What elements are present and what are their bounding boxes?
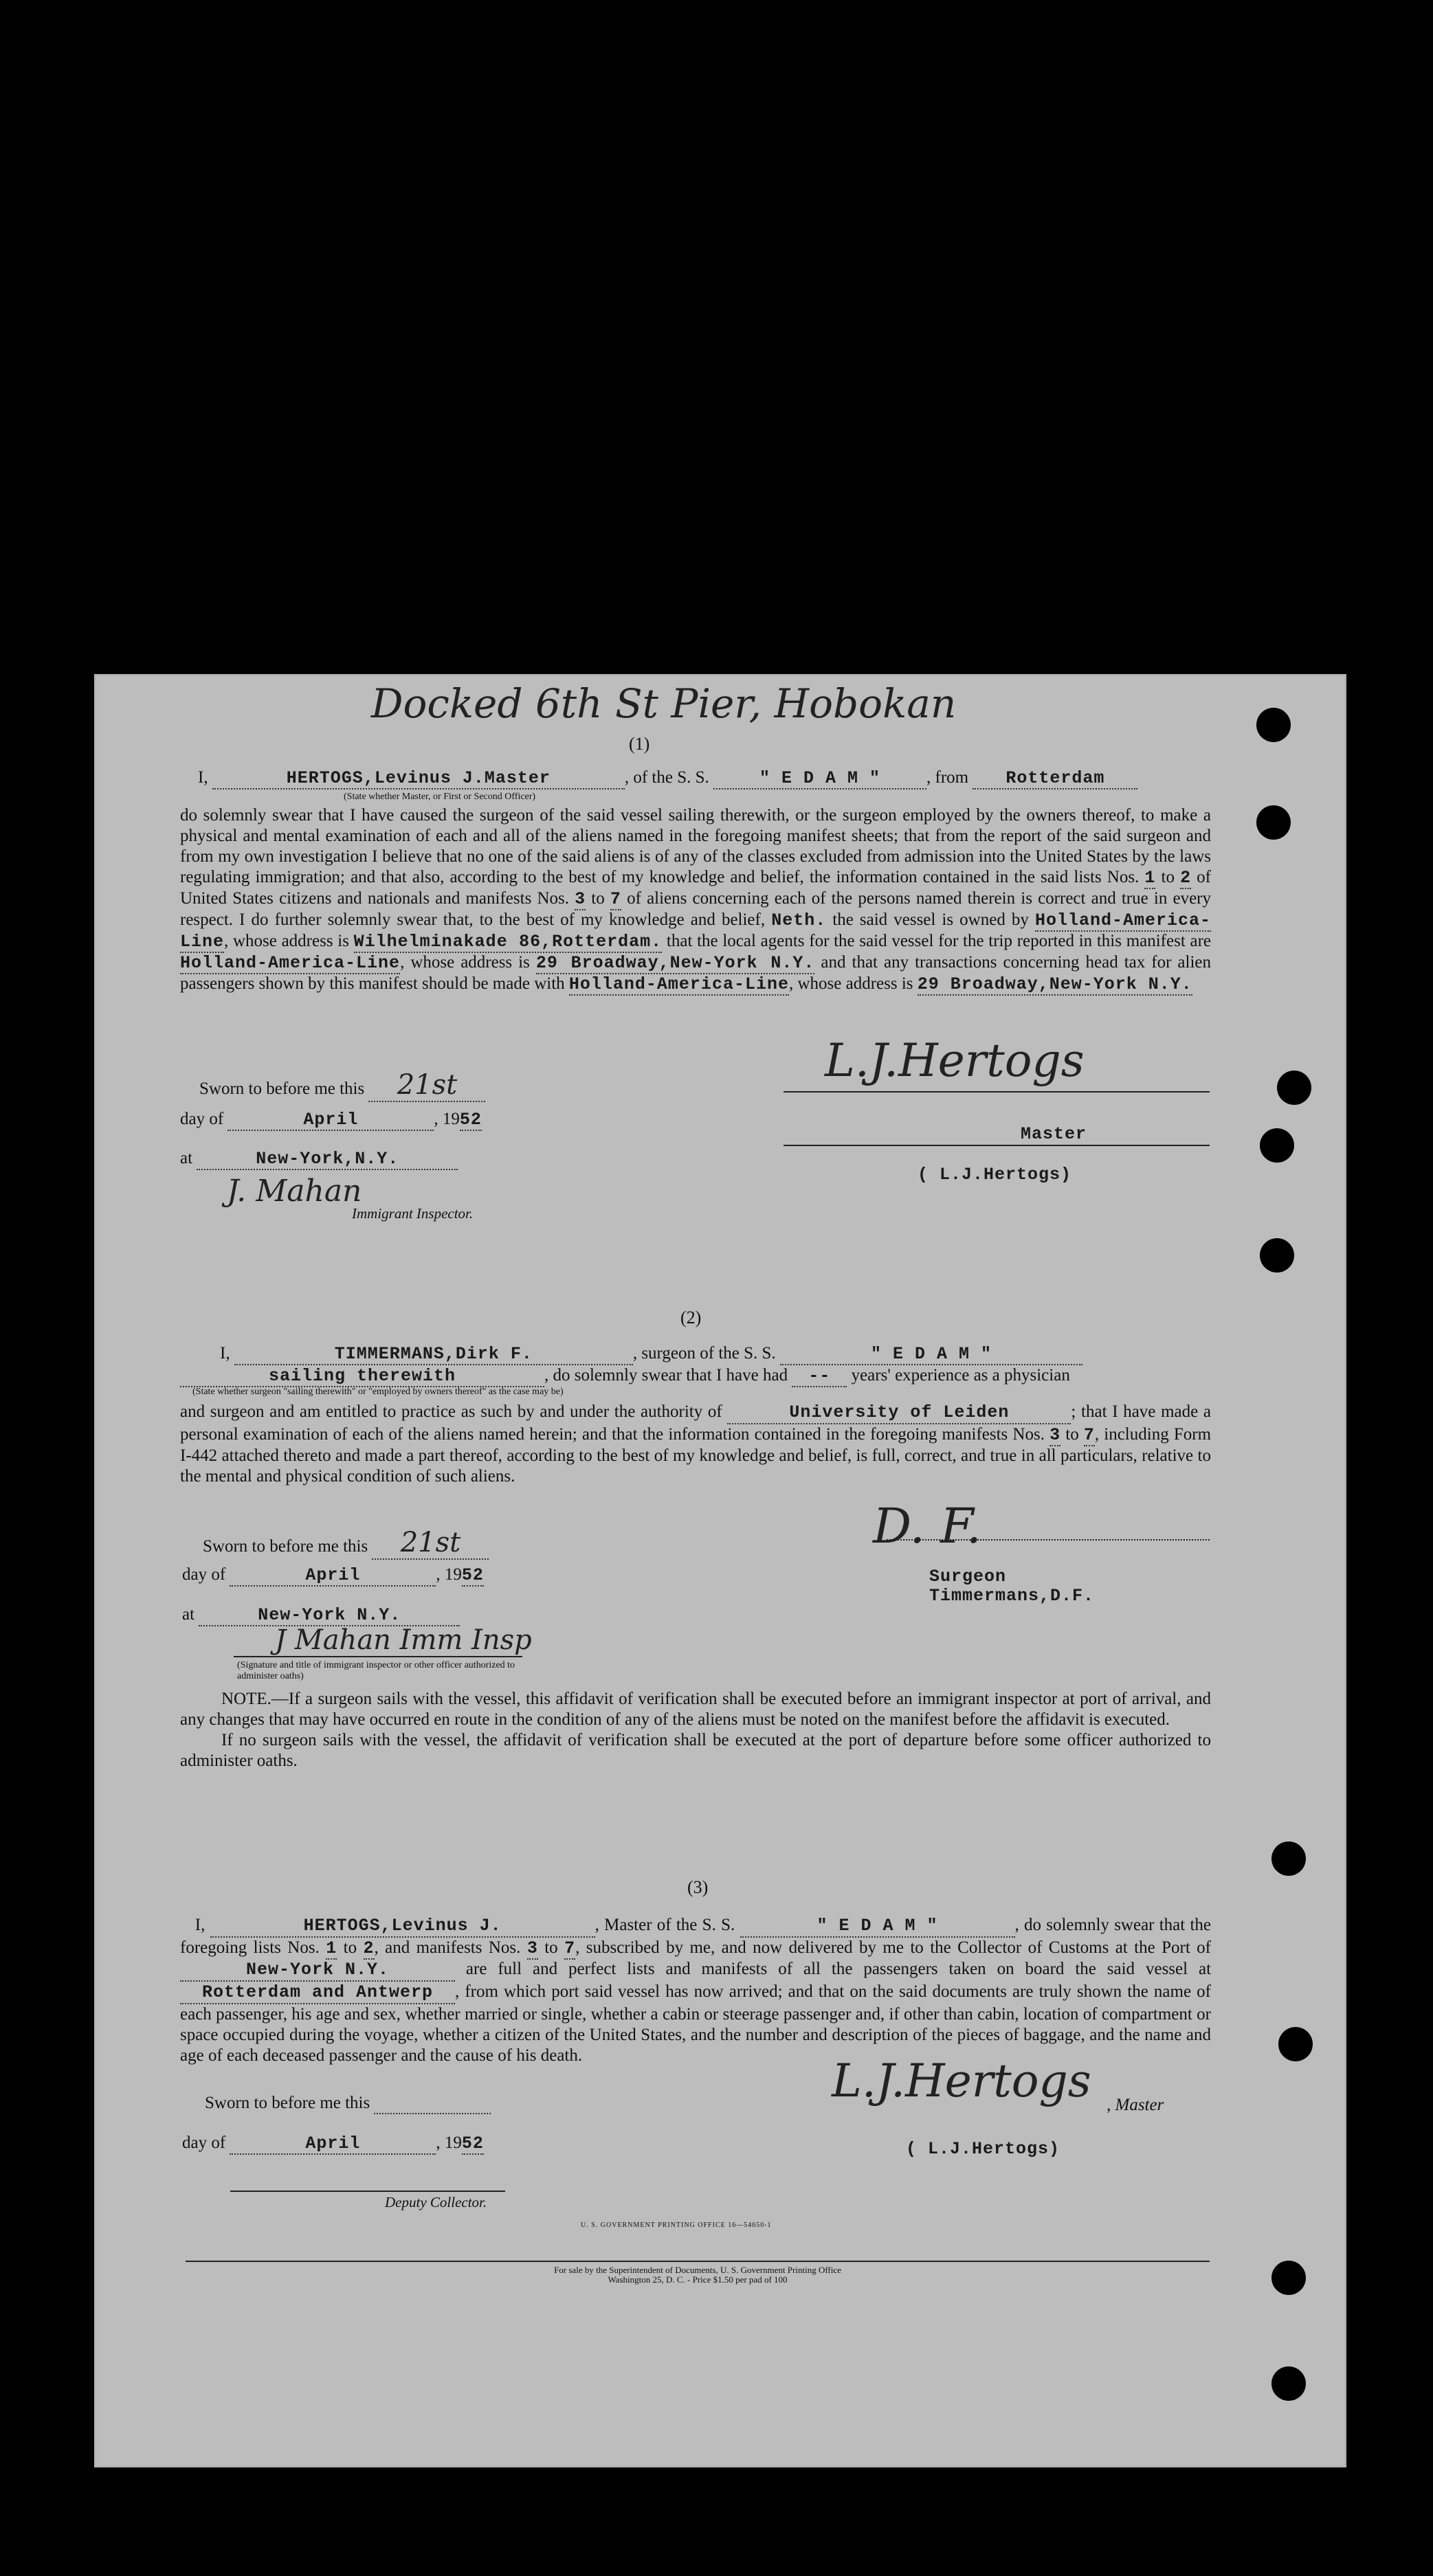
vessel-name: " E D A M " (713, 768, 926, 789)
status-note: (State whether surgeon "sailing therewith" or "employed by owners thereof" as the case may be) (192, 1387, 564, 1397)
signature-line (887, 1539, 1210, 1541)
delivered-text: delivered by me to the Collector of Customs at the Port of (788, 1938, 1211, 1957)
inspector-signature: J. Mahan (227, 1174, 362, 1209)
month: April (230, 2133, 436, 2155)
port-of-delivery: New-York N.Y. (180, 1960, 455, 1982)
section-3-number: (3) (687, 1877, 709, 1897)
vessel-name: " E D A M " (780, 1344, 1082, 1365)
lists-text: swear that the foregoing lists Nos. (180, 1916, 1212, 1957)
manifests-to: 7 (610, 889, 621, 909)
section-2-declarant-line (220, 1344, 1210, 1365)
section-2-number: (2) (680, 1308, 702, 1328)
section-1-declarant-line (198, 768, 1215, 789)
section-1-body: do solemnly swear that I have caused the surgeon of the said vessel sailing therewith, or the surgeon employed by the owners thereof, to make a physical and mental examination of each and all of the aliens named in the foregoing manifest sheets; that from the report of the said surgeon and from my own investigation I believe that no one of the said aliens is of any of the classes excluded from admission into the United States by the laws regulating immigration; and that also, according to the best of my knowledge and belief, the information contained in the said lists Nos. 1 to 2 of United States citizens and nationals and manifests Nos. 3 to 7 of aliens concerning each of the persons named therein is correct and true in every respect. I do further solemnly swear that, to the best of my knowledge and belief, Neth. the said vessel is owned by Holland-America-Line, whose address is Wilhelminakade 86,Rotterdam. that the local agents for the said vessel for the trip reported in this manifest are Holland-America-Line, whose address is 29 Broadway,New-York N.Y. and that any transactions concerning head tax for alien passengers shown by this manifest should be made with Holland-America-Line, whose address is 29 Broadway,New-York N.Y. (180, 806, 1212, 994)
surgeon-of-label: , surgeon of the S. S. (632, 1344, 776, 1363)
s1-day (180, 1110, 482, 1131)
year-prefix: , 19 (434, 1110, 460, 1128)
master-title: Master (1021, 1124, 1087, 1144)
s2-text-a: that I have made a personal examination of each of the aliens named herein; and that the information contained in the foregoing manifests Nos. (180, 1402, 1211, 1444)
month: April (230, 1565, 436, 1587)
owner-address: Wilhelminakade 86,Rotterdam. (353, 932, 663, 952)
sworn-label: Sworn to before me this (205, 2094, 370, 2112)
s1-text-c: of aliens concerning each of the persons named therein is correct and true in every respect. I do further solemnly swear that, to the best of my knowledge and belief, (180, 889, 1211, 929)
sworn-day: 21st (368, 1069, 485, 1102)
signature-line (784, 1091, 1210, 1093)
day-of-label: day of (182, 2133, 226, 2152)
year: 52 (461, 1565, 484, 1585)
surgeon-title: Surgeon (929, 1567, 1007, 1587)
manifests-to: 7 (1083, 1425, 1095, 1445)
punch-hole (1260, 1128, 1294, 1163)
lists-from: 1 (1144, 868, 1156, 888)
docking-note: Docked 6th St Pier, Hobokan (371, 680, 957, 727)
swear-text: , do solemnly (1014, 1916, 1109, 1934)
deputy-collector: Deputy Collector. (385, 2194, 487, 2210)
i-label: I, (198, 768, 208, 787)
authority: University of Leiden (727, 1402, 1071, 1424)
at-place: New-York N.Y. (199, 1605, 460, 1626)
s1-sworn (199, 1069, 485, 1102)
punch-hole (1278, 2027, 1313, 2061)
lists-to: 2 (363, 1938, 375, 1958)
deputy-signature-line (230, 2191, 505, 2192)
tax-party: Holland-America-Line (568, 974, 789, 994)
punch-hole (1260, 1238, 1294, 1273)
surgeon-status: sailing therewith (180, 1366, 544, 1387)
of-ss-label: , of the S. S. (624, 768, 709, 787)
signature-line (234, 1656, 522, 1657)
and-manifests: , and manifests Nos. (374, 1938, 521, 1957)
years-experience: -- (792, 1366, 847, 1387)
footer (186, 2265, 1210, 2285)
note-no-surgeon: If no surgeon sails with the vessel, the affidavit of verification shall be executed at the port of departure before some officer authorized to administer oaths. (180, 1731, 1211, 1770)
sworn-day: 21st (372, 1527, 489, 1560)
inspector-note: (Signature and title of immigrant inspector or other officer authorized to administer oaths) (237, 1660, 515, 1681)
gpo-code: U. S. GOVERNMENT PRINTING OFFICE 16—54650-1 (581, 2221, 772, 2229)
manifests-from: 3 (575, 889, 586, 909)
tax-address: 29 Broadway,New-York N.Y. (917, 974, 1192, 994)
lists-to: 2 (1180, 868, 1192, 888)
master-name-typed: HERTOGS,Levinus J.Master (212, 768, 625, 789)
agents-addr-label: whose address is (410, 953, 530, 972)
manifests-from: 3 (1049, 1425, 1061, 1445)
year-prefix: , 19 (436, 2133, 462, 2152)
at-label: at (182, 1605, 195, 1624)
i-label: I, (220, 1344, 230, 1363)
punch-hole (1271, 2366, 1306, 2401)
s1-at (180, 1149, 458, 1170)
s3-sworn (205, 2094, 491, 2114)
agents-label: that the local agents for the said vessel for the trip reported in this manifest are (666, 932, 1212, 950)
surgeon-name-printed: Timmermans,D.F. (929, 1586, 1095, 1606)
master-name-typed: HERTOGS,Levinus J. (210, 1916, 595, 1938)
s1-text-b: of United States citizens and nationals and manifests Nos. (180, 868, 1211, 908)
manifests-from: 3 (526, 1938, 538, 1958)
years-text: years' experience as a physician (851, 1366, 1070, 1385)
taken-on-text: manifests of all the passengers taken on board the said vessel at (701, 1960, 1212, 1978)
section-2-status-line (180, 1366, 1211, 1387)
note-surgeon-sails: NOTE.—If a surgeon sails with the vessel, this affidavit of verification shall be executed before an immigrant inspector at port of arrival, and any changes that may have occurred en route in the condition of any of the aliens must be noted on the manifest before the affidavit is executed. (180, 1690, 1211, 1729)
vessel-name: " E D A M " (740, 1916, 1015, 1938)
s2-text-b: , including Form I-442 attached thereto and made a part thereof, according to the best of my knowledge and belief, is full, correct, and true in all particulars, relative to the mental and physical condition of such aliens. (180, 1425, 1212, 1486)
lists-from: 1 (326, 1938, 337, 1958)
punch-hole (1256, 805, 1291, 840)
tax-addr-label: , whose address is (788, 974, 913, 993)
surgeon-signature: D. F. (873, 1498, 982, 1554)
nationality: Neth. (771, 910, 827, 930)
s2-at (182, 1605, 460, 1626)
agents-address: 29 Broadway,New-York N.Y. (535, 953, 815, 973)
swear-text: , do solemnly swear that I have had (544, 1366, 788, 1385)
manifests-to: 7 (564, 1938, 576, 1958)
master-signature: L.J.Hertogs (825, 1034, 1085, 1087)
day-of-label: day of (182, 1565, 226, 1584)
signature-line (784, 1145, 1210, 1146)
master-label: , Master (1107, 2096, 1164, 2114)
agents: Holland-America-Line (180, 953, 401, 973)
owner: Holland-America-Line (180, 910, 1212, 952)
owned-by-label: the said vessel is owned by (832, 910, 1029, 929)
s2-inspector-signature: J Mahan Imm Insp (275, 1624, 532, 1656)
from-label: , from (926, 768, 969, 787)
s1-text-a: do solemnly swear that I have caused the surgeon of the said vessel sailing therewith, or the surgeon employed by the owners thereof, to make a physical and mental examination of each and all of the aliens named in the foregoing manifest sheets; that from the report of the said surgeon and from my own investigation I believe that no one of the said aliens is of any of the classes excluded from admission into the United States by the laws regulating immigration; and that also, according to the best of my knowledge and belief, the information contained in the said lists Nos. (180, 806, 1211, 886)
footer-line-2: Washington 25, D. C. - Price $1.50 per pad of 100 (608, 2274, 788, 2285)
year: 52 (459, 1110, 482, 1130)
s2-sworn (203, 1527, 489, 1560)
year-prefix: , 19 (436, 1565, 462, 1584)
notes-block (180, 1689, 1211, 1771)
s3-master-signature: L.J.Hertogs (832, 2054, 1091, 2107)
section-1-number: (1) (629, 734, 650, 754)
inspector-title: Immigrant Inspector. (352, 1205, 474, 1222)
subscribed-text: , subscribed by me, and now (575, 1938, 783, 1957)
authority-text: and surgeon and am entitled to practice as such by and under the authority of (180, 1402, 722, 1421)
name-note: (State whether Master, or First or Second Officer) (344, 792, 536, 802)
full-perfect-text: are full and perfect lists and (465, 1960, 691, 1978)
s2-day (182, 1565, 484, 1587)
punch-hole (1271, 2261, 1306, 2295)
day-of-label: day of (180, 1110, 224, 1128)
at-label: at (180, 1149, 193, 1167)
sworn-label: Sworn to before me this (199, 1079, 365, 1098)
sworn-label: Sworn to before me this (203, 1537, 368, 1556)
tax-text: and that any transactions concerning head tax for alien (821, 953, 1212, 972)
master-name-printed: ( L.J.Hertogs) (918, 1165, 1072, 1185)
at-place: New-York,N.Y. (197, 1149, 458, 1170)
i-label: I, (195, 1916, 205, 1934)
s3-master-name-printed: ( L.J.Hertogs) (906, 2139, 1060, 2159)
month: April (227, 1110, 434, 1131)
punch-hole (1256, 708, 1291, 742)
section-2-body: and surgeon and am entitled to practice as such by and under the authority of University of Leiden ; that I have made a personal examination of each of the aliens named herein; and that the information contained in the foregoing manifests Nos. 3 to 7, including Form I-442 attached thereto and made a part thereof, according to the best of my knowledge and belief, is full, correct, and true in all particulars, relative to the mental and physical condition of such aliens. (180, 1402, 1212, 1486)
from-port: Rotterdam (973, 768, 1137, 789)
punch-hole (1277, 1071, 1311, 1105)
surgeon-name-typed: TIMMERMANS,Dirk F. (234, 1344, 633, 1365)
master-of-label: , Master of the S. S. (595, 1916, 735, 1934)
from-which-text: , from which (455, 1982, 546, 2001)
s3-day (182, 2133, 484, 2155)
footer-rule (186, 2261, 1210, 2262)
s3-text-rest: port said vessel has now arrived; and that on the said documents are truly shown the name of each passenger, his age and sex, whether married or single, whether a cabin or steerage passenger and, if other than cabin, location of compartment or space occupied during the voyage, whether a citizen of the United States, and the number and description of the pieces of baggage, and the name and age of each deceased passenger and the cause of his death. (180, 1982, 1211, 2065)
section-3-body: I, HERTOGS,Levinus J. , Master of the S. S. " E D A M " , do solemnly swear that the foregoing lists Nos. 1 to 2, and manifests Nos. 3 to 7, subscribed by me, and now delivered by me to the Collector of Customs at the Port of New-York N.Y. are full and perfect lists and manifests of all the passengers taken on board the said vessel at Rotterdam and Antwerp , from which port said vessel has now arrived; and that on the said documents are truly shown the name of each passenger, his age and sex, whether married or single, whether a cabin or steerage passenger and, if other than cabin, location of compartment or space occupied during the voyage, whether a citizen of the United States, and the number and description of the pieces of baggage, and the name and age of each deceased passenger and the cause of his death. (180, 1916, 1212, 2065)
footer-line-1: For sale by the Superintendent of Documents, U. S. Government Printing Office (554, 2265, 841, 2275)
punch-hole (1271, 1841, 1306, 1876)
year: 52 (461, 2133, 484, 2153)
passengers-label: passengers shown by this manifest should be made with (180, 974, 565, 993)
ports-taken: Rotterdam and Antwerp (180, 1982, 455, 2004)
owner-addr-label: , whose address is (224, 932, 349, 950)
